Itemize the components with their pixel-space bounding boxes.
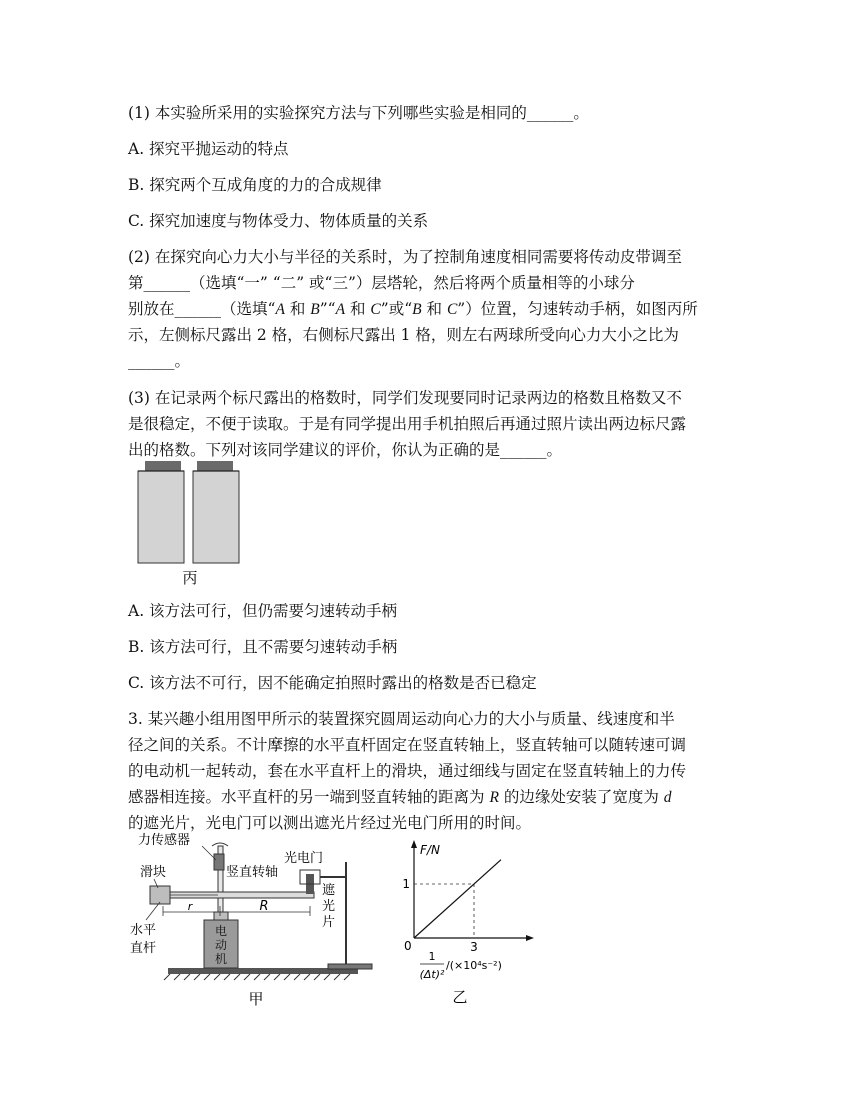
q1-stem: (1) 本实验所采用的实验探究方法与下列哪些实验是相同的______。 [128, 104, 589, 122]
svg-text:r: r [187, 900, 193, 913]
svg-text:电: 电 [214, 924, 228, 938]
figure-bing [130, 455, 250, 590]
force-sensor [214, 854, 224, 870]
q3-option-a: A. 该方法可行，但仍需要匀速转动手柄 [128, 602, 398, 620]
x-label-numerator: 1 [428, 950, 436, 963]
y-axis-label: F/N [420, 843, 440, 857]
q3-option-b: B. 该方法可行，且不需要匀速转动手柄 [128, 638, 398, 656]
svg-text:机: 机 [214, 952, 228, 966]
q3-line3: 出的格数。下列对该同学建议的评价，你认为正确的是______。 [128, 441, 563, 459]
q1-option-a: A. 探究平抛运动的特点 [128, 140, 289, 158]
problem3-line4: 感器相连接。水平直杆的另一端到竖直转轴的距离为 R 的边缘处安装了宽度为 d [128, 788, 672, 806]
right-scale-sleeve [193, 471, 239, 563]
label-photogate: 光电门 [284, 851, 324, 866]
figure-jia-caption: 甲 [248, 990, 264, 1008]
q2-line5: ______。 [128, 352, 191, 370]
x-tick-label: 3 [470, 940, 478, 954]
q3-line2: 是很稳定，不便于读取。于是有同学提出用手机拍照后再通过照片读出两边标尺露 [128, 415, 687, 433]
svg-text:遮: 遮 [322, 883, 336, 898]
y-tick-label: 1 [402, 877, 410, 891]
q3-line1: (3) 在记录两个标尺露出的格数时，同学们发现要同时记录两边的格数且格数又不 [128, 389, 682, 407]
svg-text:光: 光 [322, 899, 336, 914]
q2-line1: (2) 在探究向心力大小与半径的关系时，为了控制角速度相同需要将传动皮带调至 [128, 248, 682, 266]
q2-line2: 第______（选填“一” “二” 或“三”）层塔轮，然后将两个质量相等的小球分 [128, 274, 635, 292]
svg-text:片: 片 [322, 915, 336, 930]
x-label-unit: /(×10⁴s⁻²) [446, 959, 502, 972]
label-rod: 水平 [130, 923, 157, 938]
svg-text:直杆: 直杆 [130, 941, 157, 956]
figure-jia [128, 832, 398, 1012]
label-force-sensor: 力传感器 [138, 833, 191, 848]
problem3-line1: 3. 某兴趣小组用图甲所示的装置探究圆周运动向心力的大小与质量、线速度和半 [128, 710, 675, 728]
figure-yi-caption: 乙 [452, 988, 468, 1006]
problem3-line2: 径之间的关系。不计摩擦的水平直杆固定在竖直转轴上，竖直转轴可以随转速可调 [128, 736, 687, 754]
figure-yi-chart [400, 838, 550, 1008]
data-line [414, 860, 501, 938]
svg-text:R: R [259, 899, 269, 914]
label-slider: 滑块 [140, 865, 167, 880]
slider-block [150, 886, 170, 904]
left-scale-sleeve [138, 471, 184, 563]
origin-label: 0 [404, 939, 412, 953]
figure-bing-caption: 丙 [182, 569, 198, 587]
q2-line4: 示，左侧标尺露出 2 格，右侧标尺露出 1 格，则左右两球所受向心力大小之比为 [128, 326, 679, 344]
right-scale-cap [197, 461, 233, 471]
q1-option-b: B. 探究两个互成角度的力的合成规律 [128, 176, 382, 194]
svg-text:动: 动 [214, 938, 228, 952]
x-label-denominator: (Δt)² [419, 968, 445, 981]
problem3-line3: 的电动机一起转动，套在水平直杆上的滑块，通过细线与固定在竖直转轴上的力传 [128, 762, 687, 780]
problem3-line5: 的遮光片，光电门可以测出遮光片经过光电门所用的时间。 [128, 814, 532, 832]
q3-option-c: C. 该方法不可行，因不能确定拍照时露出的格数是否已稳定 [128, 674, 537, 692]
label-vertical-axis: 竖直转轴 [226, 865, 279, 880]
q1-option-c: C. 探究加速度与物体受力、物体质量的关系 [128, 212, 429, 230]
left-scale-cap [145, 461, 181, 471]
q2-line3: 别放在______（选填“A 和 B”“A 和 C”或“B 和 C”）位置，匀速转动手柄，如图丙所 [128, 300, 698, 318]
